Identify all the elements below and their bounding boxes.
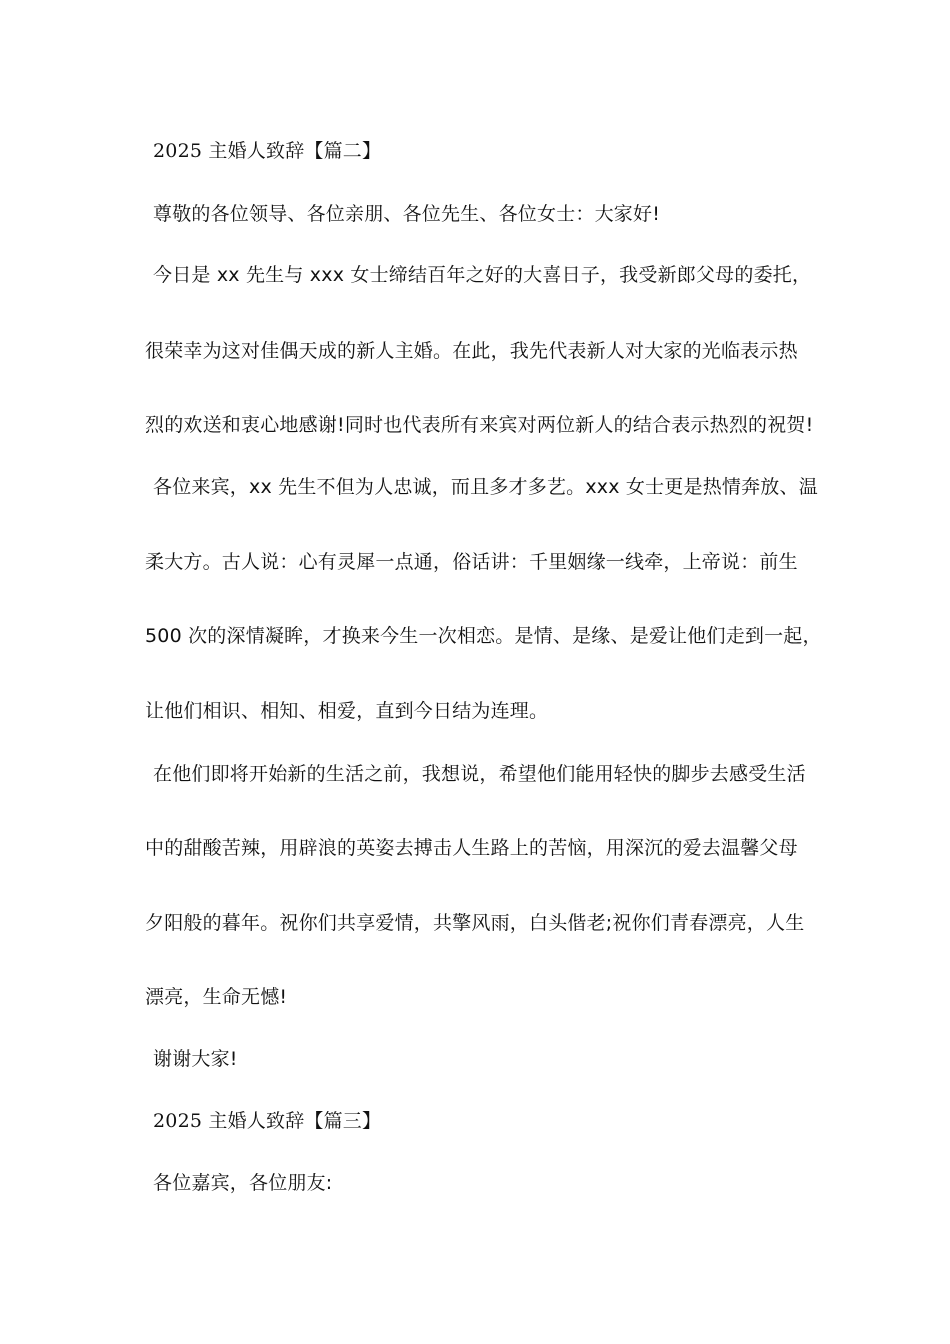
section-heading-2: 2025 主婚人致辞【篇二】 bbox=[153, 140, 382, 162]
paragraph-line: 今日是 xx 先生与 xxx 女士缔结百年之好的大喜日子，我受新郎父母的委托， bbox=[153, 264, 812, 286]
paragraph-line: 在他们即将开始新的生活之前，我想说，希望他们能用轻快的脚步去感受生活 bbox=[153, 763, 806, 785]
paragraph-line: 让他们相识、相知、相爱，直到今日结为连理。 bbox=[145, 700, 549, 722]
paragraph-line: 夕阳般的暮年。祝你们共享爱情，共擎风雨，白头偕老;祝你们青春漂亮，人生 bbox=[145, 912, 805, 934]
paragraph-line: 各位来宾，xx 先生不但为人忠诚，而且多才多艺。xxx 女士更是热情奔放、温 bbox=[153, 476, 818, 498]
paragraph-line: 500 次的深情凝眸，才换来今生一次相恋。是情、是缘、是爱让他们走到一起， bbox=[145, 625, 822, 647]
paragraph-line: 柔大方。古人说：心有灵犀一点通，俗话讲：千里姻缘一线牵，上帝说：前生 bbox=[145, 551, 798, 573]
greeting-line-3: 各位嘉宾，各位朋友: bbox=[153, 1172, 333, 1194]
paragraph-line: 中的甜酸苦辣，用辟浪的英姿去搏击人生路上的苦恼，用深沉的爱去温馨父母 bbox=[145, 837, 798, 859]
section-heading-3: 2025 主婚人致辞【篇三】 bbox=[153, 1110, 382, 1132]
greeting-line: 尊敬的各位领导、各位亲朋、各位先生、各位女士：大家好! bbox=[153, 203, 661, 225]
paragraph-line: 很荣幸为这对佳偶天成的新人主婚。在此，我先代表新人对大家的光临表示热 bbox=[145, 340, 798, 362]
paragraph-line: 烈的欢送和衷心地感谢!同时也代表所有来宾对两位新人的结合表示热烈的祝贺! bbox=[145, 414, 814, 436]
paragraph-line: 漂亮，生命无憾! bbox=[145, 986, 288, 1008]
thanks-line: 谢谢大家! bbox=[153, 1048, 238, 1070]
